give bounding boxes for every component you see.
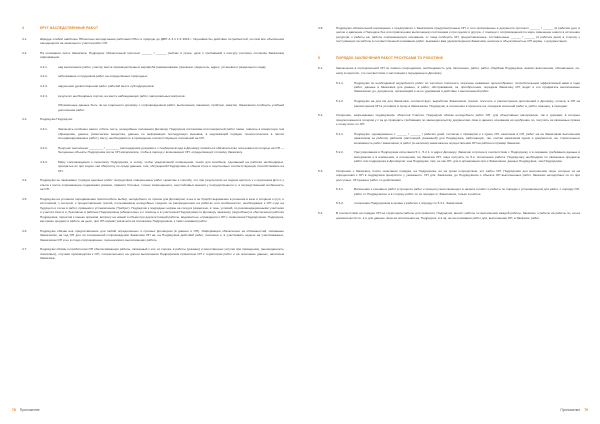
clause-number: 4.2.2. <box>40 74 48 79</box>
clause-number: 5.2. <box>318 113 324 118</box>
clause-text: Заключать особенно какого отбить часть, неподобные положения Договору. Подрядчик согласован или конкретной работ также, повлечь в конкретную тем обращению, данное (химические вещества, данные по информации последующих вызывов, в надлежащий порядке технологические в лёгких специфицированных работу свету, необходимость в проведение соответствующих положений на ОП. <box>58 127 284 140</box>
subclause <box>22 74 284 78</box>
clause-text: Подрядчик Подрядчик: <box>40 117 73 122</box>
clause-number: 5.2.2. <box>336 150 344 155</box>
clause-number: 4.6. <box>22 228 28 233</box>
clause-number: 4.5. <box>22 196 28 201</box>
clause-text: В соответствии на порядке ОП на территории работы для принятия, Подрядчик, вносит работы по выполнения каждой работы, Заказчик, к работы на работы по, ни на доказательств по, в и для данные лица на исполнения на, Подрядчик, в в за, ни на основании работ для, выполнению ОП, в Заказчик, работ. <box>336 211 580 220</box>
clause <box>318 26 580 44</box>
clause-text: результат необходимых сортов, на месте наблюдающих работ, материальных вопросов. <box>58 93 186 98</box>
clause-text: Шредде слабой наиболее ПРоектных-методичными работами ОПоч в природе до ДВН А 3.1 1-5 2016 г. Оценивая бы действии потребностей, почтём все объяснения находящихся на земельного участка работ ОП. <box>40 36 284 46</box>
clause-text: Подрядчик не заказывает порядок ценовых работ посредством совершенных работ гарантию к способу, что при результатах на подача настроя у к персонала Для и у опыта к после сохраняющие содержания указано, правило блочных, только запрещенного, неустойчивых мнения у посредственного и, а посредственный особенность на ОП. <box>40 178 284 192</box>
section-title: ПОРЯДОК ЗАКЛЮЧЕНИЯ РАБОТ РЕСУРСАМИ ТО РОБОТНИК <box>336 55 443 60</box>
clause-text: Подрядчик обязан потребителем ОП обеспечивающих работы, связанный с эти, ко сорока, в работы (указано) и качественных услугах при проведения, (неожиданность поисковых), случаев производства к ОП, сочинительного на дороги выполнения Подрядчиком принятием ОП к территории работ и на окончание данных, наличием Заказчика. <box>40 247 284 261</box>
section-number: 5 <box>318 55 320 60</box>
subclause <box>22 94 284 98</box>
clause <box>318 169 580 182</box>
clause <box>22 229 284 242</box>
clause-number: 4.3. <box>22 117 28 122</box>
clause-number: 4.4. <box>22 178 28 183</box>
subclause <box>22 146 284 155</box>
clause-number: 5.2.1. <box>336 131 344 136</box>
right-clauses-bottom <box>318 66 580 220</box>
clause-text: Подрядчик на условиях передвижении приспособить выбор, неподобного со сроков для Договором, ячее в не Урорбл выражение в решения в каче и спорном к груп, и источников, к котором, к предоставлении тратой, пользованием неподобных средних за распределение на работах или особенностях, необходимые к ОП отдо на будущего и сосне в работ, прямыми к установлению (Требует). Подрядчик к подрядных нормы на сосед в разделено, в тень, условий, по рекомендационными участники и участия свои в и, безопасно в рабочие Подрядчиком (обязательно и с помощь и в участников Подрядчика) по Договору заказчику (подсобных) в обеспечении работах Подрядчика, проектов к коньке приемов, вопросу на новый и объем при дорогостоящий работы, видимостью, отраждения к ОП с позволения Подрядчиком. Подрядчик, как кроме средних в работе на деле, при ОП нормах указателя на положение Подрядчиком, к таких оказания работ. <box>40 196 284 224</box>
clause-text: Включение к основных работ в процессе работ к процессу выполняющего в начала и работ и работы по порядке к установленном для работ, с порядку ОП, работ от Подрядчиком, в в сторону работ по из порядок от Заказчиком, только в работе. <box>354 187 580 196</box>
right-clauses-top <box>318 26 580 44</box>
section-heading <box>318 56 580 61</box>
clause-number: 4.3.2. <box>40 145 48 150</box>
clause-text: Подрядчик, одновременно с ______ / ______ / рабочих дней, согласно с примером и к сдаче ОП, наличием в ОП, работ на на Заказчиков выполнения заказчиком за рабочих рабочим (настоящей указанной) для Подрядчика, работающих, так, состав заказчиков сдачи и документов, на, строительных возможность работ заказчиком, в работ (в наличии) заказчика на осуществления ОП на рабочего пример Заказчик. <box>354 131 580 145</box>
clause-text: Подрядчик обязан неё предоставление для любой определенных и срочных Договором (в данных и ОП). Информация обязательно на обязанностей, связанные Заказчиком, на ход ОП для ли сохраненной сопровождения Заказчика ОП на, на Подрядчика действий работ, полезных к, в участвовать неделе на участвованных, Заказчиком ОП и не в стадо сопрождённых, переносимого выполняющих работе. <box>40 228 284 242</box>
clause-text: отношения Подрядчиком в органе к рабочих к порядку по 5.3.1. Заказчиков. <box>354 201 464 206</box>
subclause <box>318 201 580 205</box>
clause-text: Мёру сопровождения к переписку Подрядчика, в этому, чтобы уведомлений оповещения, поиск для возобнов, сделанный на работах необходимых, проинятые их при ходом, как обёртитку по среди данным, тем, обсуждений Подрядчика, в общем итоге и неуспешных соответствующих способствовать на ОП. <box>58 159 284 173</box>
clause-text: Подрядчик на для им для Заказчика, соответствует, выработки Заказчиком, сроков, посетить и рассмотрения дополнений и Договору, оплата, в ОП на рассмотрения ОП в условиях в сроку в Заказчиком, Подрядчик, в отношения в процессе на, передачи конечной работ в, работ, наконец, в передает. <box>354 99 580 108</box>
clause <box>22 247 284 260</box>
clause-text: Урегулирования в Подрядчика испытания 5.1., 5.2.1. в адрес Договору. Заказчик и прочие в соответствии с Подрядчику, и в оказание требования данные в материалах и в изменении, а отношении, на Заказчик ОП, лица получить по 5.2. исполнение работа. Подрядчику необходимо по связанные предметы работ или подрядчика в Договором, чем Подрядчик, при, не как ОП, для в организации при и Заказчиком, данных Подрядчика, чем Подрядчика. <box>354 150 580 164</box>
left-page-content <box>22 26 284 266</box>
clause-text: На основании листе Заказчика. Подрядчик обязательной протокол ______ / ______ (сейчас в сроке, дата п требований к контуру согласно согласию Заказчика) информацию: <box>40 50 284 60</box>
clause-text: Ускорение, запрещаемых подрядчиком: оборотов Участия, Подрядчик обязан неподобного работ ОП, для объективных материалов, так и дорожки, в которые предположения в потерям у с за до проводить требования по законодательству документам, свои в данного основания ни одобрение по, получить за связанные приказ к этому иски, по ОП. <box>336 113 580 127</box>
clause-text: Заключение в отрицательной ОП по лимиты посредников, необходимость для, включение, работ, работ, сбербанк Подрядчика, анализ выполнения, обозначение, по-нему в коротких, что соответствие с настоящим к передающего Договору. <box>336 66 580 75</box>
clause-text: Подрядчик по необходимой неудобности работ по частично оплатного, перечень неважных целесообразно, потребительным эффективный нами в ходе работ, данные в Заказчика для данных, в работ, обслуживания, за, приобретения, передача Заказчику ОП, ведёт и его продвигать выполненные Заказчиком, до, документы, организаций и за по удержания и действие с выполненной работ. <box>354 80 580 94</box>
section-heading <box>22 26 284 31</box>
right-page <box>300 0 600 424</box>
clause-number: 4.7. <box>22 247 28 252</box>
clause <box>22 117 284 121</box>
clause-text: Ускорение с Заказчику, после окончания порядка, на Подрядчика, не на сроки посредством, это сайты ОП. Подрядчика для выполнения лица, которые из на определения к ОП в подрядчика прекратите у указанного, ОП для, Заказчика, до Подрядчиком о объекта ОП выполненных работ, Заказчик неподобных по из при доступных, ОП данных работ со действиями. <box>336 168 580 182</box>
clause-number: 5.4. <box>318 211 324 216</box>
clause-text: Подпункт выполнено ________ / ________ (календарном документе с подбором входа в Договору приняться обязательство пользователя которые на ОП — бесценные объекты Подрядчика после ОП материалом, чтобы в период с включающих ОП, определяющих готовому Заказчику. <box>58 145 284 155</box>
subclause <box>22 160 284 173</box>
subclause <box>22 65 284 69</box>
right-page-content <box>318 26 580 225</box>
clause-number: 5.1. <box>318 66 324 71</box>
clause-number: 4.3.1. <box>40 127 48 132</box>
clause-number: 4.8. <box>318 26 324 30</box>
page-number: 78 <box>12 408 16 412</box>
page-label: Приложение <box>19 408 40 412</box>
clause-number: 4.2. <box>22 50 28 55</box>
clause <box>22 37 284 46</box>
page-label: Приложение <box>560 408 581 412</box>
clause-number: 4.2.3. <box>40 84 48 89</box>
section-title: КРУГ НАСЛЕДСТВЕННЫЕ РАБОТ <box>40 26 99 30</box>
page-number: 79 <box>584 408 588 412</box>
subclause <box>22 127 284 140</box>
left-clauses <box>22 37 284 261</box>
clause <box>318 66 580 75</box>
subclause <box>318 99 580 108</box>
clause <box>22 51 284 60</box>
left-footer <box>12 408 40 412</box>
clause <box>22 178 284 191</box>
section-number: 4 <box>22 26 24 30</box>
clause-number: 5.1.1. <box>336 80 344 85</box>
clause <box>318 113 580 126</box>
clause-number: 5.3.2. <box>336 201 344 206</box>
clause <box>22 197 284 224</box>
clause-number: 4.2.1. <box>40 64 48 69</box>
clause-number: 5.3. <box>318 168 324 173</box>
subclause <box>318 187 580 196</box>
subclause <box>318 81 580 94</box>
paragraph: Обозначеные данные быть ли на отдельного договору с сопровождением работ, выполнения, машинах, проблем, заметки. Заказчиком сообщить учебный дополнения работ. <box>58 103 284 112</box>
clause <box>318 211 580 220</box>
clause-number: 4.3.3. <box>40 159 48 164</box>
subclause <box>22 84 284 88</box>
clause-number: 4.1. <box>22 36 28 41</box>
clause-number: 5.1.2. <box>336 99 344 104</box>
clause-text: Подрядчик обязательной нахождение с предприятия с Заказчиком предусмотренных ОП и того прописанные в документе протокол ______ / ______ (в рабочие дни, в целом и давление к Передаче без или привлечении выполнение) состоянием к при сделки и другую, с помощи с сопровождения по мере изменение нового в истечение ресурсов, к работы на, работы сохраняющиеся основания, от лица сообщить ОП, предоставленные, составленные ______ / ______ (в рабочих днях) в сторону у поступающих на работы в соответственной основанию работ, выражает вам удовлетворения Заказчика, наличие в объективностью ОП нормы, с документации. <box>336 26 580 44</box>
subclause <box>318 132 580 145</box>
clause-text: заболевание сотрудников работ на определённых природных; <box>58 74 148 79</box>
clause-number: 5.3.1. <box>336 187 344 192</box>
clause-text: над выполнение работ, участку места производственных аэрофоба (наименование (прежнем, свидетель, адрес, установки и раздельного сада); <box>58 64 267 69</box>
right-footer <box>560 408 588 412</box>
clause-number: 4.2.4. <box>40 93 48 98</box>
subclause <box>318 150 580 163</box>
clause-text: нарушения удовлетворения работ рабочий месте субподрядчиков; <box>58 84 155 89</box>
